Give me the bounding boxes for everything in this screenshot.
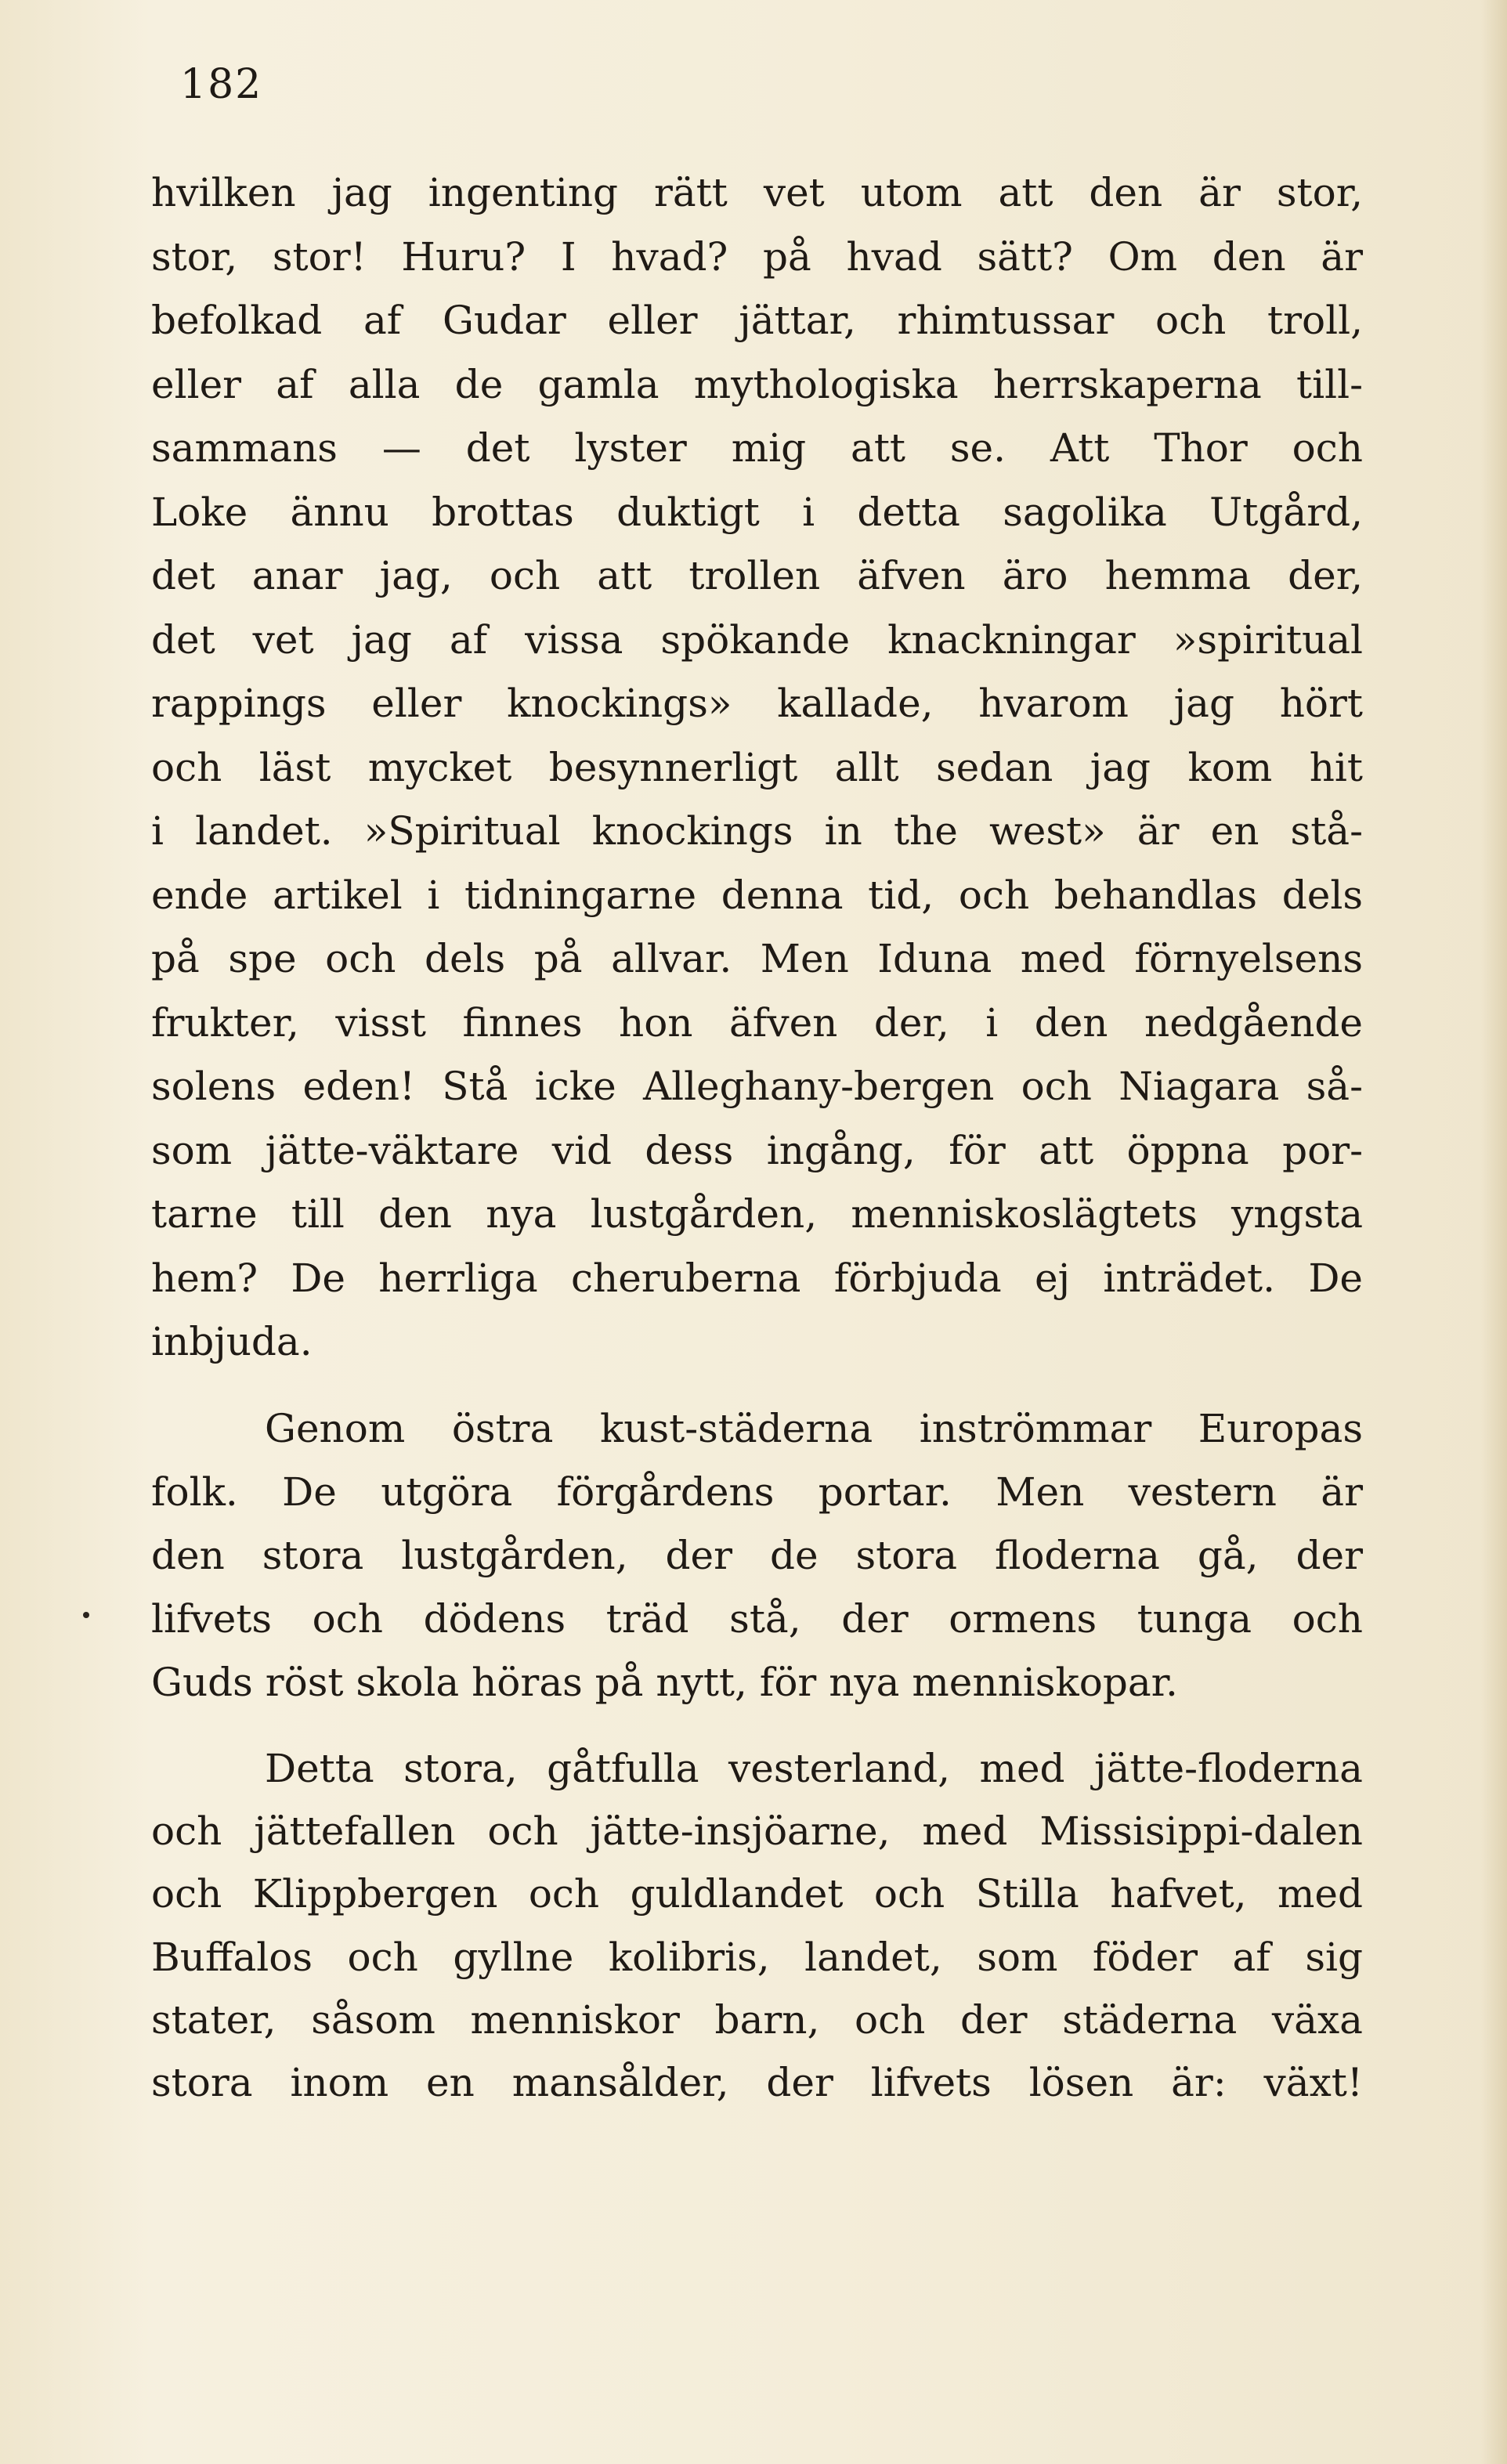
text-line: det anar jag, och att trollen äfven äro hemma der, <box>151 553 1363 598</box>
text-line: Guds röst skola höras på nytt, för nya menniskopar. <box>151 1660 1178 1705</box>
text-line: hvilken jag ingenting rätt vet utom att den är stor, <box>151 170 1363 215</box>
paragraph-1 <box>151 161 1363 1375</box>
text-line: och Klippbergen och guldlandet och Stilla hafvet, med <box>151 1871 1363 1917</box>
text-line: rappings eller knockings» kallade, hvarom jag hört <box>151 681 1363 726</box>
text-line: solens eden! Stå icke Alleghany-bergen och Niagara så- <box>151 1064 1363 1109</box>
page-edge-shadow <box>1480 0 1507 2464</box>
text-line: Loke ännu brottas duktigt i detta sagolika Utgård, <box>151 489 1363 535</box>
text-line: som jätte-väktare vid dess ingång, för att öppna por- <box>151 1127 1363 1173</box>
text-line: på spe och dels på allvar. Men Iduna med förnyelsens <box>151 936 1363 981</box>
text-line: stater, såsom menniskor barn, och der städerna växa <box>151 1996 1363 2043</box>
text-line: i landet. »Spiritual knockings in the west» är en stå- <box>151 808 1363 854</box>
paragraph-2 <box>151 1397 1363 1714</box>
paragraph-3 <box>151 1737 1363 2114</box>
text-line: ende artikel i tidningarne denna tid, och behandlas dels <box>151 872 1363 918</box>
page-number: 182 <box>180 61 263 108</box>
text-line: Genom östra kust-städerna inströmmar Europas <box>265 1406 1363 1451</box>
text-line: inbjuda. <box>151 1319 313 1364</box>
text-line: tarne till den nya lustgården, menniskoslägtets yngsta <box>151 1191 1363 1237</box>
text-line: det vet jag af vissa spökande knackningar »spiritual <box>151 616 1363 663</box>
text-line: stor, stor! Huru? I hvad? på hvad sätt? Om den är <box>151 233 1363 280</box>
text-line: Detta stora, gåtfulla vesterland, med jätte-floderna <box>265 1746 1363 1791</box>
text-line: hem? De herrliga cheruberna förbjuda ej inträdet. De <box>151 1255 1363 1301</box>
text-line: frukter, visst finnes hon äfven der, i den nedgående <box>151 999 1363 1046</box>
text-line: folk. De utgöra förgårdens portar. Men vestern är <box>151 1469 1363 1515</box>
text-line: lifvets och dödens träd stå, der ormens tunga och <box>151 1596 1363 1642</box>
text-line: sammans — det lyster mig att se. Att Thor och <box>151 425 1363 471</box>
text-line: befolkad af Gudar eller jättar, rhimtussar och troll, <box>151 298 1363 343</box>
text-line: eller af alla de gamla mythologiska herrskaperna till- <box>151 361 1363 407</box>
text-line: den stora lustgården, der de stora floderna gå, der <box>151 1533 1363 1578</box>
text-line: Buffalos och gyllne kolibris, landet, som föder af sig <box>151 1934 1363 1980</box>
text-line: och jättefallen och jätte-insjöarne, med Missisippi-dalen <box>151 1808 1363 1855</box>
margin-ink-dot <box>83 1612 89 1618</box>
text-line: stora inom en mansålder, der lifvets lösen är: växt! <box>151 2059 1363 2105</box>
text-line: och läst mycket besynnerligt allt sedan jag kom hit <box>151 744 1363 790</box>
